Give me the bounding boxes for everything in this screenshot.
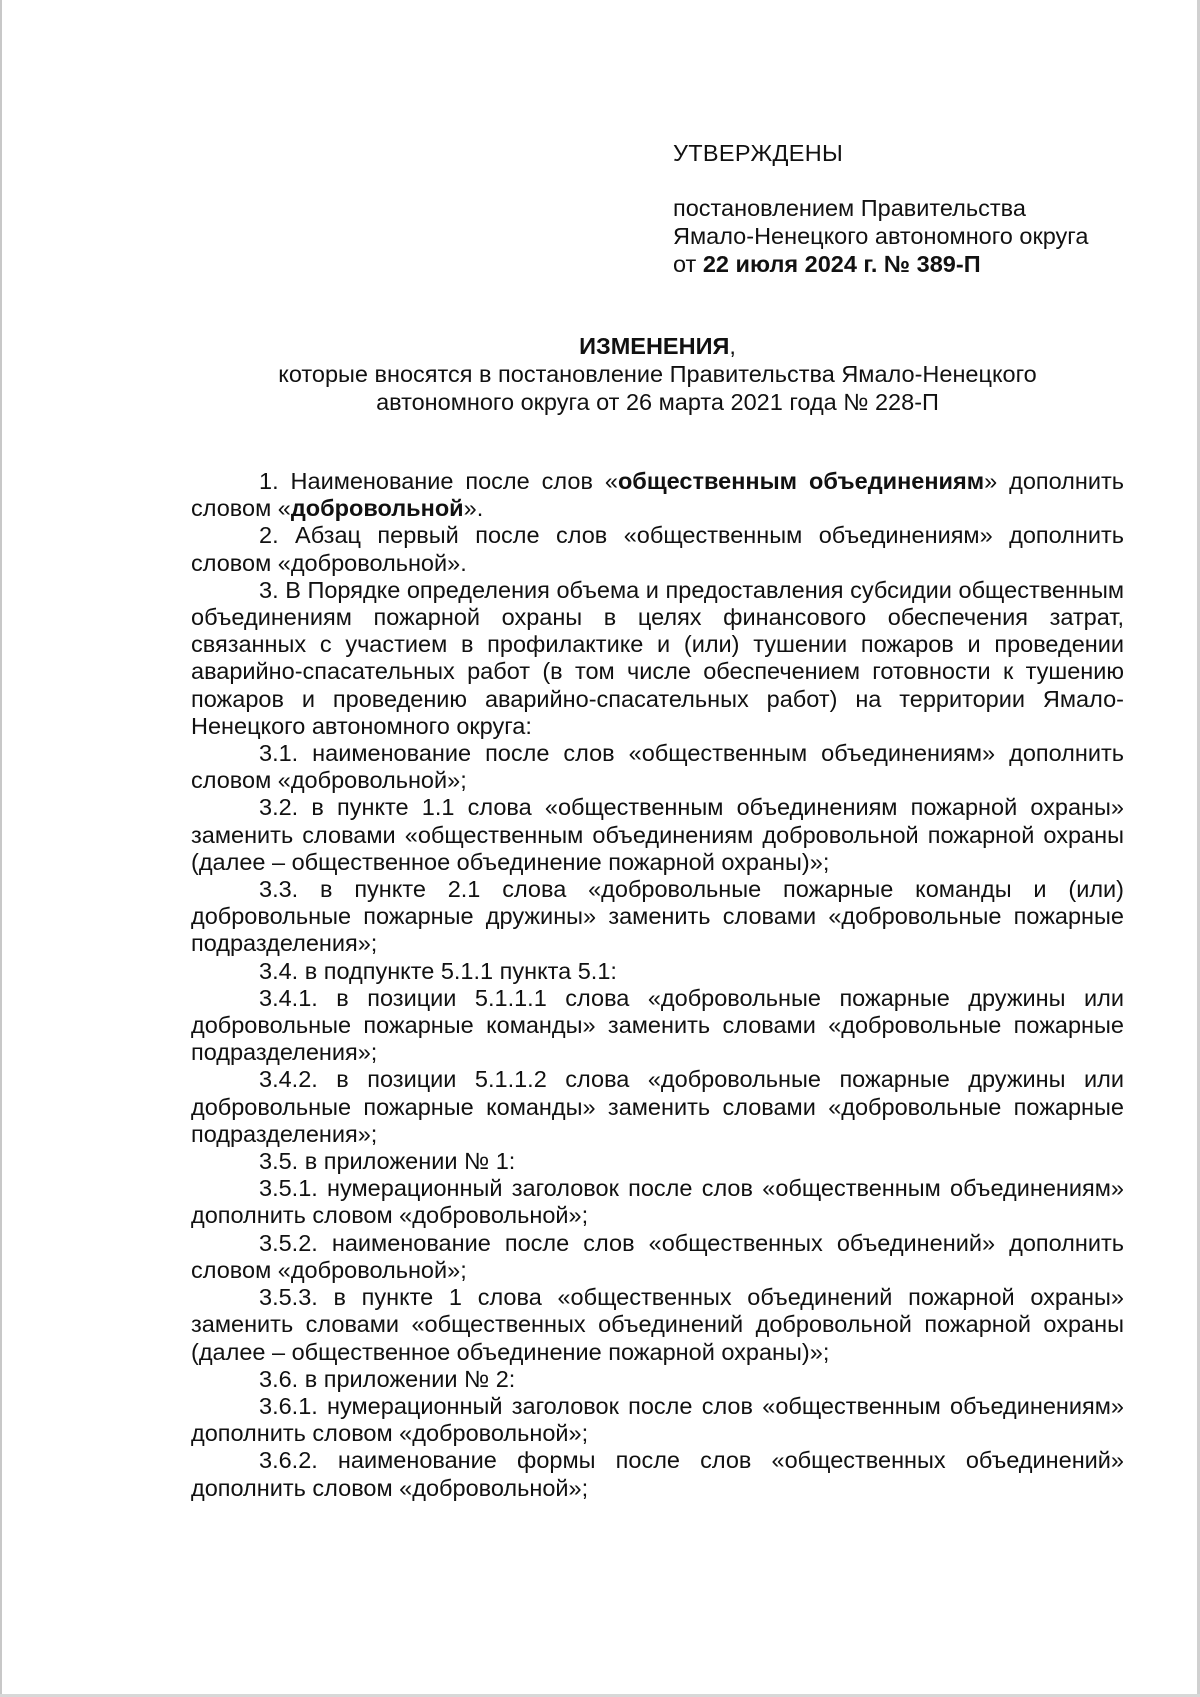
- approval-line-1: постановлением Правительства: [673, 195, 1026, 221]
- item-1-part-e: ».: [463, 495, 484, 522]
- document-subtitle-line-1: которые вносятся в постановление Правительства Ямало-Ненецкого: [278, 361, 1037, 387]
- item-3-3: 3.3. в пункте 2.1 слова «добровольные пожарные команды и (или) добровольные пожарные дружины» заменить словами «добровольные пожарные подразделения»;: [191, 876, 1124, 957]
- approval-date-prefix: от: [673, 251, 703, 277]
- item-2: 2. Абзац первый после слов «общественным объединениям» дополнить словом «добровольной».: [191, 522, 1124, 576]
- approval-date-line: [673, 250, 1153, 278]
- item-1-part-a: 1. Наименование после слов «: [259, 468, 618, 494]
- document-heading: [190, 332, 1125, 416]
- document-title: [190, 332, 1125, 360]
- item-3-6: 3.6. в приложении № 2:: [259, 1365, 516, 1392]
- item-3-5-1: 3.5.1. нумерационный заголовок после слов «общественным объединениям» дополнить словом «добровольной»;: [191, 1175, 1124, 1229]
- approval-date-value: 22 июля 2024 г. № 389-П: [702, 251, 981, 277]
- item-3-4-1: 3.4.1. в позиции 5.1.1.1 слова «добровольные пожарные дружины или добровольные пожарные команды» заменить словами «добровольные пожарные подразделения»;: [191, 984, 1124, 1066]
- document-title-suffix: ,: [729, 333, 736, 359]
- approval-stamp: УТВЕРЖДЕНЫ: [673, 140, 844, 166]
- item-1-part-d: добровольной: [290, 495, 464, 522]
- item-3-5: 3.5. в приложении № 1:: [259, 1148, 516, 1175]
- item-3-6-2: 3.6.2. наименование формы после слов «общественных объединений» дополнить словом «добровольной»;: [191, 1447, 1124, 1501]
- item-1-part-c: » дополнить словом «: [191, 468, 1125, 522]
- item-3-2: 3.2. в пункте 1.1 слова «общественным объединениям пожарной охраны» заменить словами «общественным объединениям добровольной пожарной охраны (далее – общественное объединение пожарной охраны)»;: [191, 794, 1124, 875]
- item-3-5-2: 3.5.2. наименование после слов «общественных объединений» дополнить словом «добровольной»;: [191, 1229, 1124, 1283]
- item-3-4: 3.4. в подпункте 5.1.1 пункта 5.1:: [259, 957, 617, 984]
- item-3: 3. В Порядке определения объема и предоставления субсидии общественным объединениям пожарной охраны в целях финансового обеспечения затрат, связанных с участием в профилактике и (или) тушении пожаров и проведении аварийно-спасательных работ (в том числе обеспечением готовности к тушению пожаров и проведению аварийно-спасательных работ) на территории Ямало-Ненецкого автономного округа:: [191, 576, 1124, 739]
- document-subtitle-line-2: автономного округа от 26 марта 2021 года № 228-П: [376, 389, 939, 415]
- item-3-5-3: 3.5.3. в пункте 1 слова «общественных объединений пожарной охраны» заменить словами «общественных объединений добровольной пожарной охраны (далее – общественное объединение пожарной охраны)»;: [191, 1284, 1124, 1365]
- approval-block: [673, 139, 1153, 278]
- item-1-part-b: общественным объединениям: [617, 468, 985, 494]
- page-edge-left: [0, 0, 2, 1697]
- document-title-text: ИЗМЕНЕНИЯ: [579, 333, 730, 359]
- document-body: [191, 468, 1124, 1502]
- item-3-1: 3.1. наименование после слов «общественным объединениям» дополнить словом «добровольной»;: [191, 740, 1124, 794]
- item-3-4-2: 3.4.2. в позиции 5.1.1.2 слова «добровольные пожарные дружины или добровольные пожарные команды» заменить словами «добровольные пожарные подразделения»;: [191, 1066, 1124, 1147]
- item-3-6-1: 3.6.1. нумерационный заголовок после слов «общественным объединениям» дополнить словом «добровольной»;: [191, 1392, 1124, 1447]
- item-1: [191, 468, 1124, 522]
- approval-line-2: Ямало-Ненецкого автономного округа: [673, 223, 1089, 249]
